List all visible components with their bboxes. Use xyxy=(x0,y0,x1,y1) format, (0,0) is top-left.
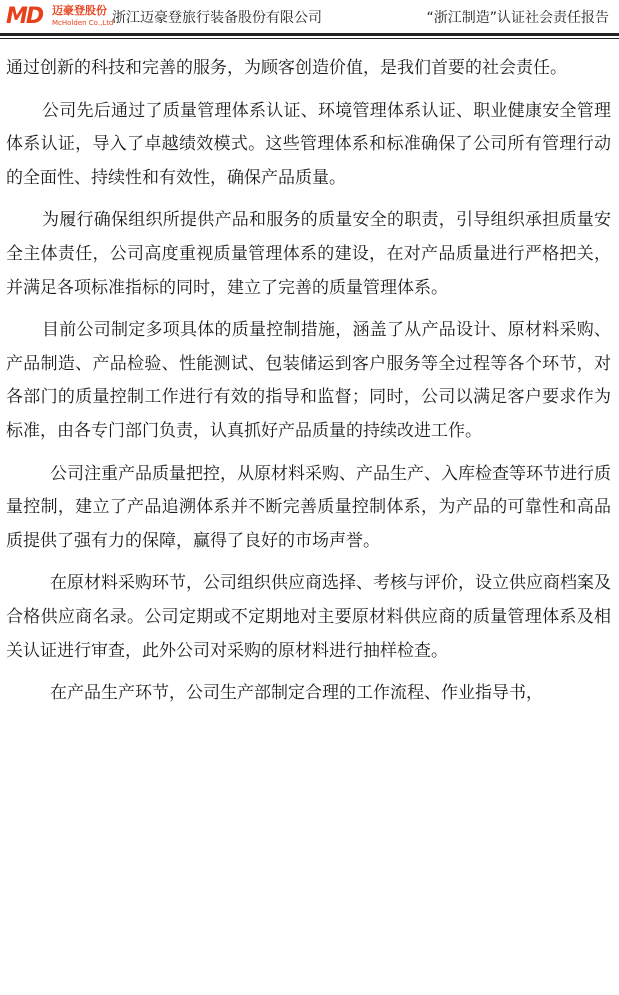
header-rule-thin xyxy=(0,38,619,39)
paragraph-6: 在产品生产环节，公司生产部制定合理的工作流程、作业指导书， xyxy=(50,683,543,704)
paragraph-4: 公司注重产品质量把控，从原材料采购、产品生产、入库检查等环节进行质量控制，建立了产品追溯体系并不断完善质量控制体系，为产品的可靠性和高品质提供了强有力的保障，赢得了良好的市场声誉。 xyxy=(6,463,611,551)
logo-chinese-name: 迈豪登股份 xyxy=(52,4,107,17)
page-header xyxy=(0,0,619,44)
paragraph-3: 目前公司制定多项具体的质量控制措施，涵盖了从产品设计、原材料采购、产品制造、产品检验、性能测试、包装储运到客户服务等全过程等各个环节，对各部门的质量控制工作进行有效的指导和监督；同时，公司以满足客户要求作为标准，由各专门部门负责，认真抓好产品质量的持续改进工作。 xyxy=(6,320,611,441)
paragraph-0: 通过创新的科技和完善的服务，为顾客创造价值，是我们首要的社会责任。 xyxy=(6,58,567,78)
paragraph-2: 为履行确保组织所提供产品和服务的质量安全的职责，引导组织承担质量安全主体责任，公司高度重视质量管理体系的建设，在对产品质量进行严格把关，并满足各项标准指标的同时，建立了完善的质量管理体系。 xyxy=(6,210,611,298)
header-rule-thick xyxy=(0,33,619,36)
company-name: 浙江迈豪登旅行装备股份有限公司 xyxy=(112,10,322,26)
body-text xyxy=(6,52,611,720)
report-title: “浙江制造”认证社会责任报告 xyxy=(426,10,609,26)
paragraph-1: 公司先后通过了质量管理体系认证、环境管理体系认证、职业健康安全管理体系认证，导入了卓越绩效模式。这些管理体系和标准确保了公司所有管理行动的全面性、持续性和有效性，确保产品质量。 xyxy=(6,100,611,188)
logo-mark: MD xyxy=(6,4,43,29)
paragraph-5: 在原材料采购环节，公司组织供应商选择、考核与评价，设立供应商档案及合格供应商名录。公司定期或不定期地对主要原材料供应商的质量管理体系及相关认证进行审查，此外公司对采购的原材料进行抽样检查。 xyxy=(6,573,611,661)
company-logo xyxy=(6,4,114,30)
logo-english-name: McHolden Co.,Ltd xyxy=(52,19,114,27)
